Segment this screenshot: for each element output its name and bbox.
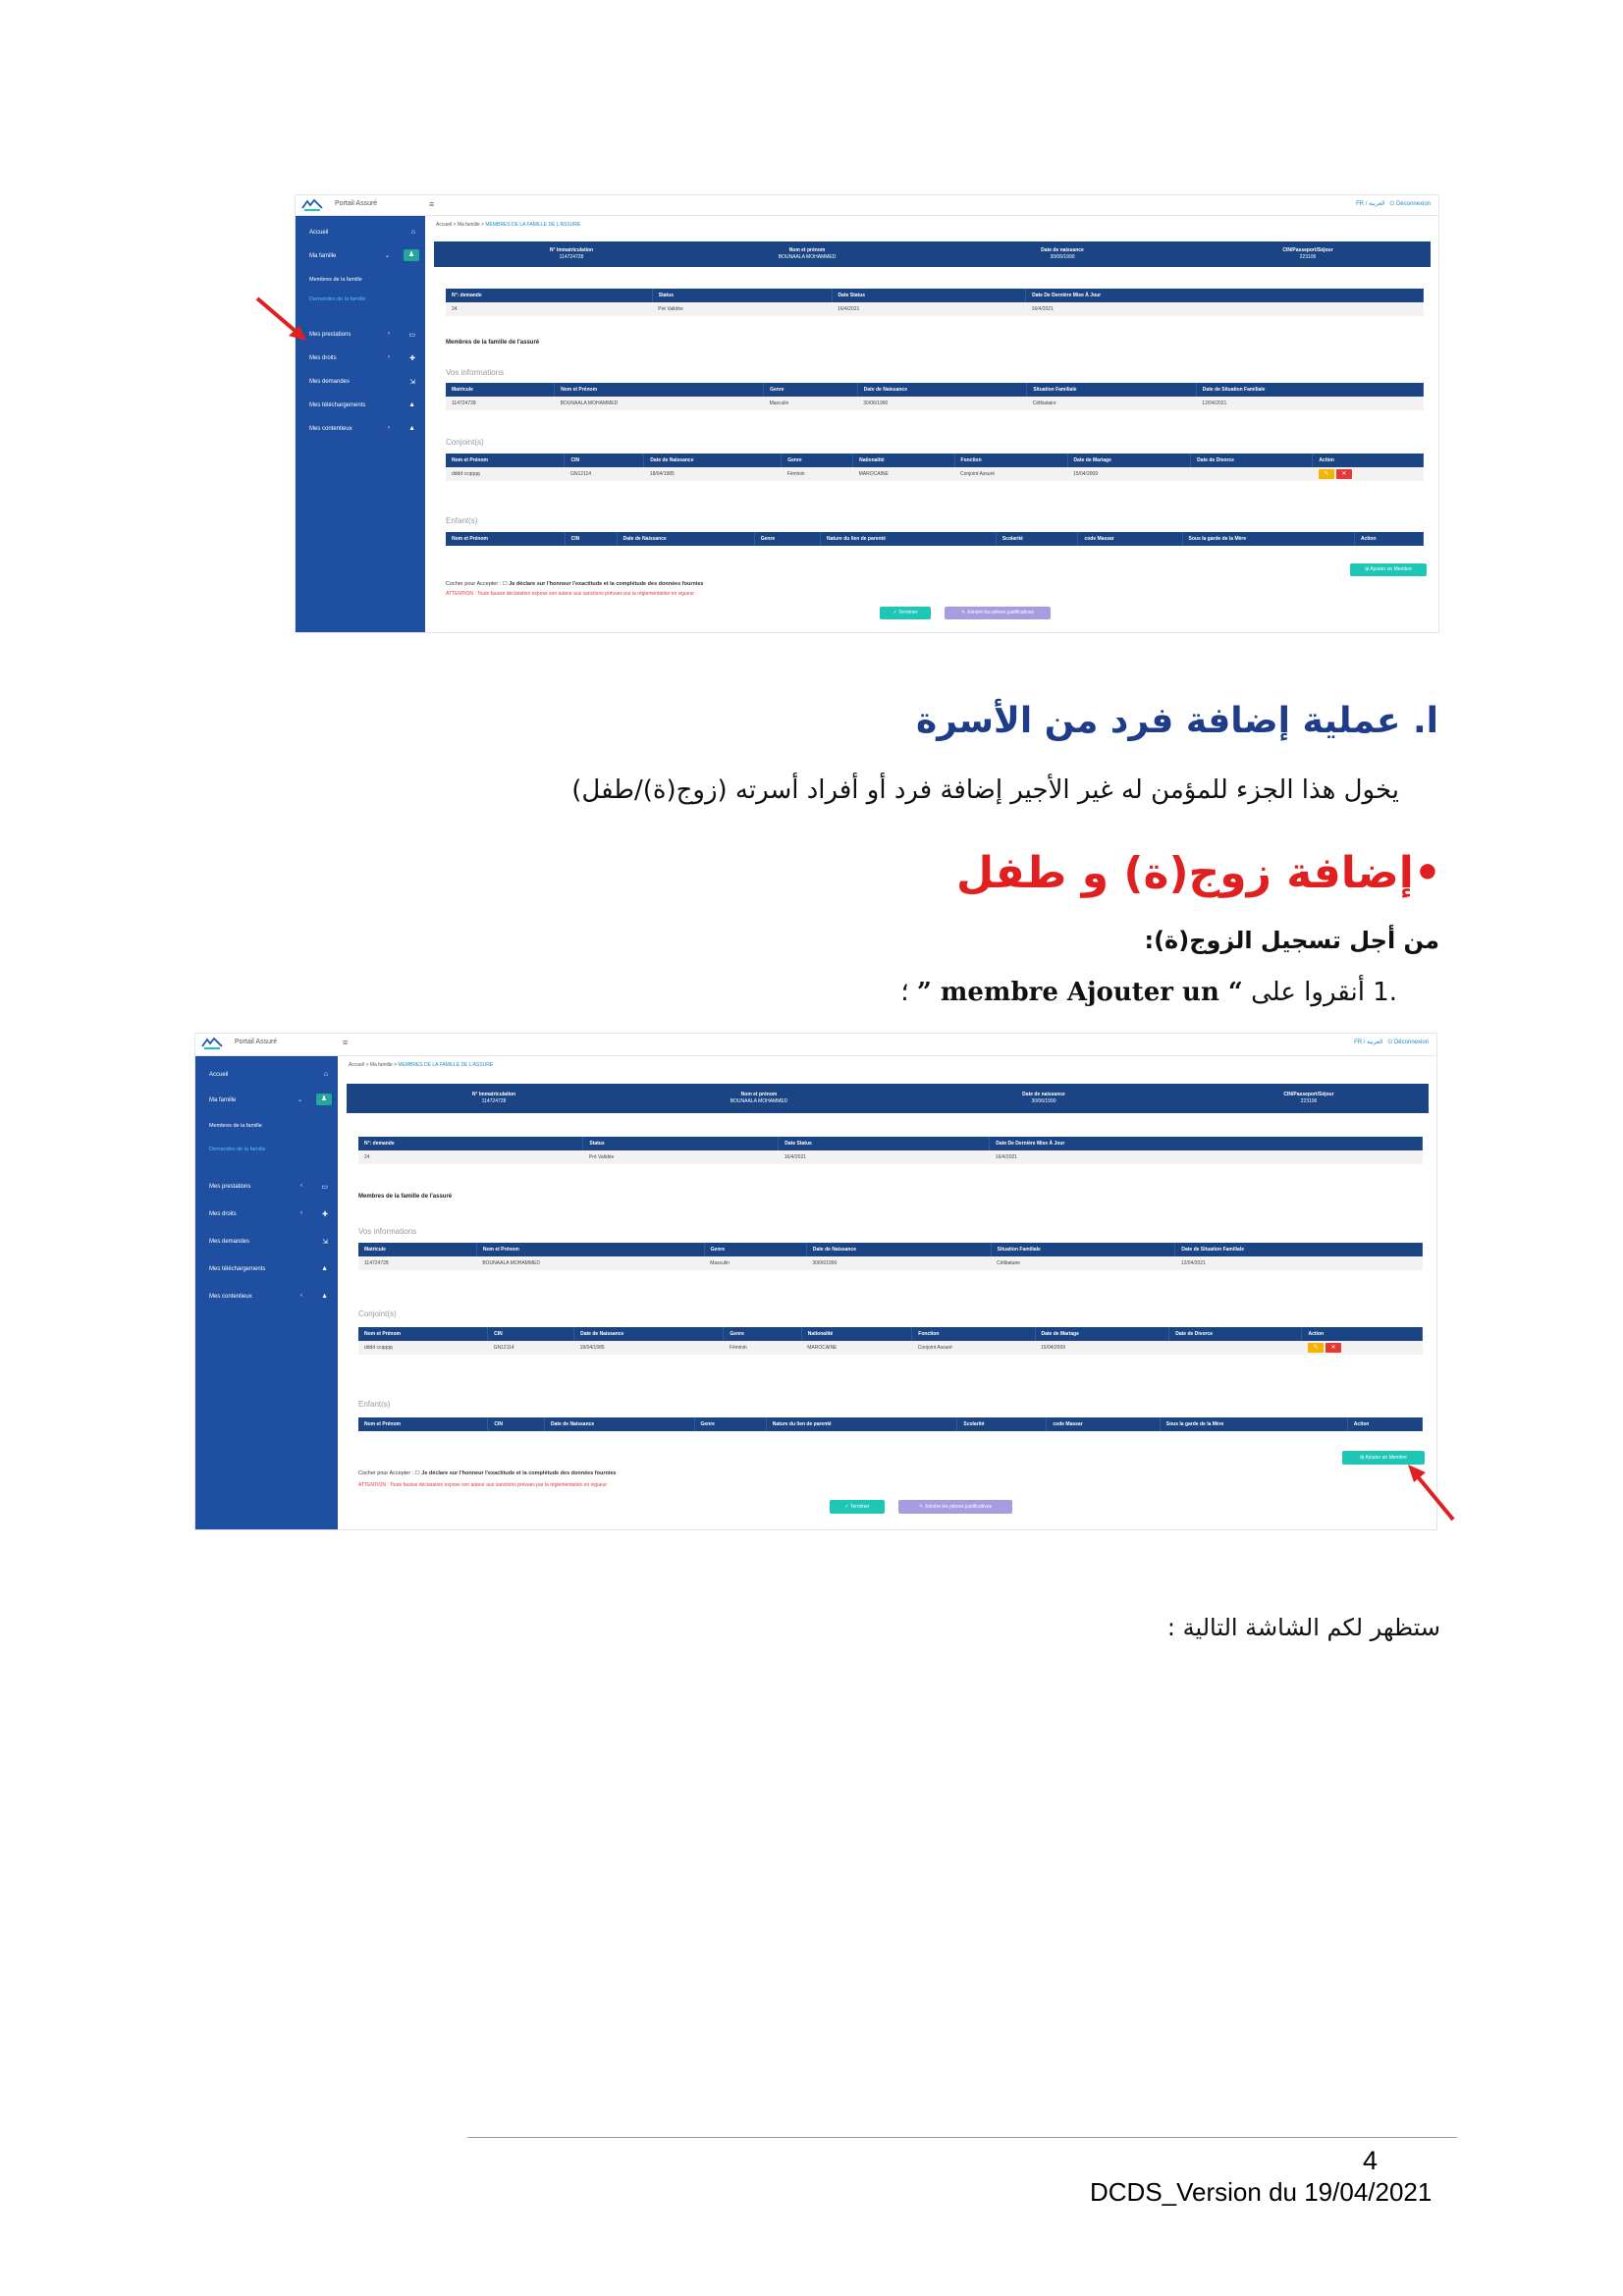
table-row: dddd ccqqqq GN12114 18/04/1985 Féminin MAROCAINE Conjoint Assuré 15/04/2009 ✎ ✕ [358, 1341, 1423, 1355]
sidebar-item-demandes[interactable]: Mes demandes ⇲ [309, 379, 415, 386]
sidebar-item-contentieux[interactable]: Mes contentieux ‹ ▲ [309, 425, 415, 432]
footer-divider [467, 2137, 1457, 2138]
table-row: dddd ccqqqq GN12114 18/04/1985 Féminin MAROCAINE Conjoint Assuré 15/04/2009 ✎ ✕ [446, 467, 1424, 481]
insured-info-bar: N° Immatriculation 114724728 Nom et prénom BOUNAALA MOHAMMED Date de naissance 30/06/1990 CIN/Passeport/Séjour 223106 [347, 1084, 1429, 1113]
topbar-links[interactable]: FR / العربية ⏻ Déconnexion [1356, 201, 1431, 207]
menu-toggle-icon[interactable]: ≡ [343, 1038, 349, 1047]
portal-topbar [296, 195, 1438, 216]
section-heading: ا. عملية إضافة فرد من الأسرة [915, 701, 1438, 741]
declaration-checkbox[interactable]: Cocher pour Accepter : ☐ Je déclare sur l'honneur l'exactitude et la complétude des données fournies [358, 1470, 617, 1476]
edit-icon[interactable]: ✎ [1308, 1343, 1324, 1353]
intro-paragraph: يخول هذا الجزء للمؤمن له غير الأجير إضافة فرد أو أفراد أسرته (زوج(ة)/طفل) [571, 775, 1399, 805]
chevron-left-icon: ‹ [300, 1183, 302, 1189]
enfants-title: Enfant(s) [358, 1400, 391, 1409]
conjoints-table: Nom et Prénom CIN Date de Naissance Genre Nationalité Fonction Date de Mariage Date de Divorce Action dddd ccqqqq GN12114 18/04/1985 Féminin MAROCAINE Conjoint Assuré 15/04/2009 ✎ ✕ [446, 454, 1424, 481]
next-screen-text: ستظهر لكم الشاشة التالية : [1166, 1614, 1440, 1641]
users-icon: ♟ [316, 1094, 332, 1105]
table-row: 114724728 BOUNAALA MOHAMMED Masculin 30/06/1990 Célibataire 12/04/2021 [446, 397, 1424, 410]
conjoints-title: Conjoint(s) [358, 1309, 397, 1318]
cnss-logo-icon [201, 1037, 223, 1050]
gavel-icon: ▲ [408, 425, 415, 432]
declaration-checkbox[interactable]: Cocher pour Accepter : ☐ Je déclare sur l'honneur l'exactitude et la complétude des données fournies [446, 581, 704, 587]
finish-button[interactable]: ✓ Terminer [830, 1500, 885, 1514]
enfants-table: Nom et Prénom CIN Date de Naissance Genre Nature du lien de parenté Scolarité code Massar Sous la garde de la Mère Action [358, 1417, 1423, 1431]
sidebar [296, 216, 425, 632]
request-table: N°: demande Status Date Status Date De Dernière Mise À Jour 24 Pré Validée 16/4/2021 16/4/2021 [358, 1137, 1423, 1164]
edit-icon[interactable]: ✎ [1319, 469, 1334, 479]
chevron-left-icon: ‹ [388, 331, 390, 337]
home-icon: ⌂ [323, 1071, 328, 1078]
chevron-left-icon: ‹ [388, 425, 390, 431]
sidebar-item-ma-famille[interactable]: Ma famille ⌄ ♟ [195, 1090, 338, 1111]
sidebar-item-prestations[interactable]: Mes prestations ‹ ▭ [309, 331, 415, 339]
inbox-icon: ⇲ [409, 379, 415, 386]
warning-text: ATTENTION : Toute fausse déclaration expose son auteur aux sanctions prévues par la réglementation en vigueur [446, 591, 695, 597]
sidebar-subitem-membres[interactable]: Membres de la famille [309, 277, 362, 283]
download-icon: ▲ [321, 1265, 328, 1272]
table-row: 24 Pré Validée 16/4/2021 16/4/2021 [446, 302, 1424, 316]
subheading: •إضافة زوج(ة) و طفل [955, 848, 1441, 898]
sidebar-item-droits[interactable]: Mes droits ‹ ✚ [309, 354, 415, 362]
conjoints-title: Conjoint(s) [446, 438, 484, 447]
attach-documents-button[interactable]: ✎ Joindre les pièces justificatives [945, 607, 1051, 619]
step-1: .1 أنقروا على ” membre Ajouter un “ ؛ [900, 978, 1397, 1007]
section-title: Membres de la famille de l'assuré [446, 340, 540, 346]
sidebar [195, 1056, 338, 1529]
table-row: 114724728 BOUNAALA MOHAMMED Masculin 30/06/1990 Célibataire 12/04/2021 [358, 1256, 1423, 1270]
table-row: 24 Pré Validée 16/4/2021 16/4/2021 [358, 1150, 1423, 1164]
vos-informations-table: Matricule Nom et Prénom Genre Date de Naissance Situation Familiale Date de Situation Familiale 114724728 BOUNAALA MOHAMMED Masculin 30/06/1990 Célibataire 12/04/2021 [446, 383, 1424, 410]
topbar-links[interactable]: FR / العربية ⏻ Déconnexion [1354, 1040, 1429, 1045]
add-member-button[interactable]: ⊞ Ajouter un Membre [1350, 563, 1427, 576]
sidebar-subitem-demandes[interactable]: Demandes de la famille [209, 1147, 266, 1152]
home-icon: ⌂ [410, 229, 415, 236]
cnss-logo-icon [301, 198, 323, 212]
sidebar-item-telechargements[interactable]: Mes téléchargements ▲ [309, 401, 415, 408]
section-title: Membres de la famille de l'assuré [358, 1194, 453, 1200]
sidebar-subitem-demandes[interactable]: Demandes de la famille [309, 296, 366, 302]
main-content [426, 216, 1438, 632]
finish-button[interactable]: ✓ Terminer [880, 607, 931, 619]
sidebar-item-accueil[interactable]: Accueil ⌂ [209, 1071, 328, 1078]
gavel-icon: ▲ [321, 1293, 328, 1300]
enfants-title: Enfant(s) [446, 516, 478, 525]
sidebar-item-demandes[interactable]: Mes demandes ⇲ [209, 1239, 328, 1246]
users-icon: ♟ [404, 249, 419, 261]
file-icon: ▭ [321, 1184, 328, 1191]
plus-icon: ✚ [322, 1211, 328, 1218]
chevron-left-icon: ‹ [388, 354, 390, 360]
request-table: N°: demande Status Date Status Date De Dernière Mise À Jour 24 Pré Validée 16/4/2021 16/4/2021 [446, 289, 1424, 316]
inbox-icon: ⇲ [322, 1239, 328, 1246]
main-content [339, 1056, 1436, 1529]
red-arrow-icon [1404, 1463, 1459, 1523]
sidebar-subitem-membres[interactable]: Membres de la famille [209, 1123, 262, 1129]
attach-documents-button[interactable]: ✎ Joindre les pièces justificatives [898, 1500, 1012, 1514]
add-member-button[interactable]: ⊞ Ajouter un Membre [1342, 1451, 1425, 1465]
menu-toggle-icon[interactable]: ≡ [429, 199, 435, 209]
portal-screenshot-2 [194, 1033, 1437, 1530]
portal-screenshot-1 [295, 194, 1439, 633]
breadcrumb: Accueil > Ma famille > MEMBRES DE LA FAMILLE DE L'ASSURE [436, 222, 581, 228]
chevron-down-icon: ⌄ [297, 1097, 302, 1103]
vos-informations-table: Matricule Nom et Prénom Genre Date de Naissance Situation Familiale Date de Situation Familiale 114724728 BOUNAALA MOHAMMED Masculin 30/06/1990 Célibataire 12/04/2021 [358, 1243, 1423, 1270]
sidebar-item-contentieux[interactable]: Mes contentieux ‹ ▲ [209, 1293, 328, 1300]
conjoints-table: Nom et Prénom CIN Date de Naissance Genre Nationalité Fonction Date de Mariage Date de Divorce Action dddd ccqqqq GN12114 18/04/1985 Féminin MAROCAINE Conjoint Assuré 15/04/2009 ✎ ✕ [358, 1327, 1423, 1355]
version-label: DCDS_Version du 19/04/2021 [1090, 2177, 1433, 2207]
download-icon: ▲ [408, 401, 415, 408]
delete-icon[interactable]: ✕ [1325, 1343, 1341, 1353]
insured-info-bar: N° Immatriculation 114724728 Nom et prénom BOUNAALA MOHAMMED Date de naissance 30/06/1990 CIN/Passeport/Séjour 223106 [434, 241, 1431, 267]
portal-brand: Portail Assuré [335, 200, 378, 207]
chevron-down-icon: ⌄ [384, 253, 390, 259]
warning-text: ATTENTION : Toute fausse déclaration expose son auteur aux sanctions prévues par la réglementation en vigueur [358, 1482, 608, 1488]
portal-brand: Portail Assuré [235, 1039, 278, 1045]
vos-informations-title: Vos informations [446, 368, 505, 377]
delete-icon[interactable]: ✕ [1336, 469, 1352, 479]
sidebar-item-droits[interactable]: Mes droits ‹ ✚ [209, 1210, 328, 1218]
red-arrow-icon [253, 294, 310, 344]
file-icon: ▭ [408, 332, 415, 339]
chevron-left-icon: ‹ [300, 1293, 302, 1299]
plus-icon: ✚ [409, 355, 415, 362]
vos-informations-title: Vos informations [358, 1227, 417, 1236]
sidebar-item-ma-famille[interactable]: Ma famille ⌄ ♟ [296, 245, 425, 267]
chevron-left-icon: ‹ [300, 1210, 302, 1216]
enfants-table: Nom et Prénom CIN Date de Naissance Genre Nature du lien de parenté Scolarité code Massar Sous la garde de la Mère Action [446, 532, 1424, 546]
sidebar-item-prestations[interactable]: Mes prestations ‹ ▭ [209, 1183, 328, 1191]
portal-topbar [195, 1034, 1436, 1056]
sidebar-item-telechargements[interactable]: Mes téléchargements ▲ [209, 1265, 328, 1272]
breadcrumb: Accueil > Ma famille > MEMBRES DE LA FAMILLE DE L'ASSURE [349, 1062, 494, 1068]
sidebar-item-accueil[interactable]: Accueil ⌂ [309, 229, 415, 236]
condition-text: من أجل تسجيل الزوج(ة): [1144, 927, 1439, 954]
page-number: 4 [1363, 2146, 1379, 2175]
